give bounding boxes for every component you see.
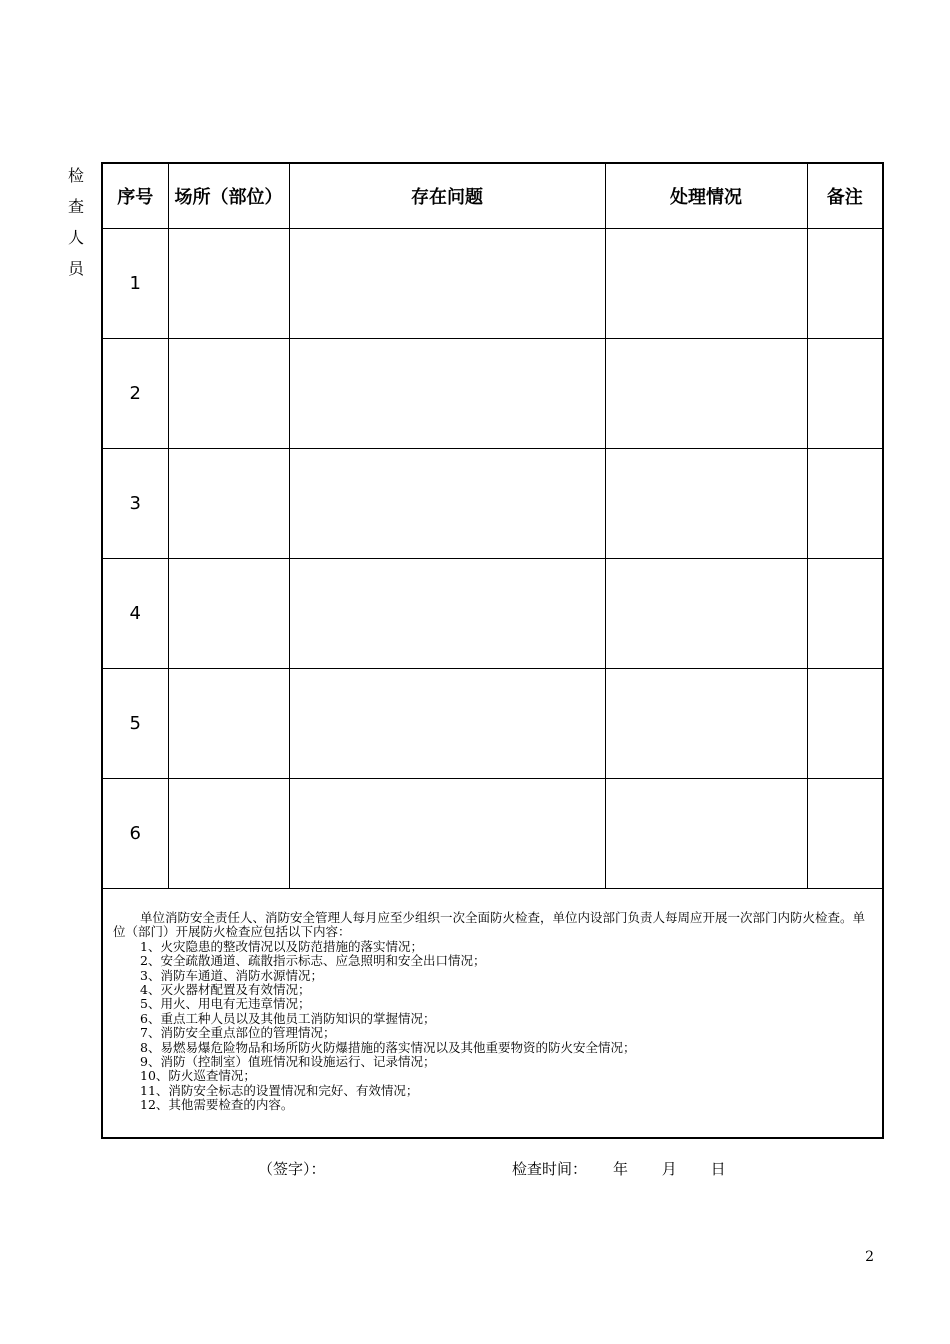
table-row bbox=[102, 559, 883, 669]
year-label: 年 bbox=[613, 1160, 629, 1178]
list-item: 9、消防（控制室）值班情况和设施运行、记录情况； bbox=[140, 1054, 436, 1070]
month-label: 月 bbox=[661, 1160, 677, 1178]
problem-cell[interactable] bbox=[289, 669, 605, 779]
row-number: 4 bbox=[102, 559, 168, 669]
inspector-label-char: 员 bbox=[67, 259, 84, 278]
handling-cell[interactable] bbox=[605, 339, 807, 449]
remarks-cell[interactable] bbox=[807, 669, 883, 779]
notes-list bbox=[113, 940, 872, 1113]
row-number: 1 bbox=[102, 229, 168, 339]
page-number: 2 bbox=[865, 1249, 874, 1265]
remarks-cell[interactable] bbox=[807, 339, 883, 449]
location-cell[interactable] bbox=[168, 229, 289, 339]
signature-label: （签字）： bbox=[258, 1160, 326, 1178]
table-row bbox=[102, 449, 883, 559]
list-item: 1、火灾隐患的整改情况以及防范措施的落实情况； bbox=[140, 938, 423, 954]
problem-cell[interactable] bbox=[289, 339, 605, 449]
list-item: 8、易燃易爆危险物品和场所防火防爆措施的落实情况以及其他重要物资的防火安全情况； bbox=[140, 1039, 636, 1055]
location-cell[interactable] bbox=[168, 669, 289, 779]
list-item: 4、灭火器材配置及有效情况； bbox=[140, 982, 311, 998]
remarks-cell[interactable] bbox=[807, 559, 883, 669]
day-label: 日 bbox=[710, 1160, 726, 1178]
handling-cell[interactable] bbox=[605, 559, 807, 669]
problem-cell[interactable] bbox=[289, 229, 605, 339]
col-header-handling: 处理情况 bbox=[605, 163, 807, 229]
list-item: 2、安全疏散通道、疏散指示标志、应急照明和安全出口情况； bbox=[140, 953, 486, 969]
table-row bbox=[102, 669, 883, 779]
list-item: 11、消防安全标志的设置情况和完好、有效情况； bbox=[140, 1082, 419, 1098]
table-row bbox=[102, 339, 883, 449]
remarks-cell[interactable] bbox=[807, 779, 883, 889]
handling-cell[interactable] bbox=[605, 229, 807, 339]
list-item: 5、用火、用电有无违章情况； bbox=[140, 996, 311, 1012]
inspector-label-char: 检 bbox=[67, 166, 84, 185]
col-header-remarks: 备注 bbox=[807, 163, 883, 229]
col-header-number: 序号 bbox=[102, 163, 168, 229]
remarks-cell[interactable] bbox=[807, 229, 883, 339]
problem-cell[interactable] bbox=[289, 779, 605, 889]
remarks-cell[interactable] bbox=[807, 449, 883, 559]
date-fields bbox=[613, 1158, 741, 1179]
header-row bbox=[102, 163, 883, 229]
location-cell[interactable] bbox=[168, 559, 289, 669]
location-cell[interactable] bbox=[168, 449, 289, 559]
list-item: 3、消防车通道、消防水源情况； bbox=[140, 967, 323, 983]
inspector-label-char: 人 bbox=[67, 228, 84, 247]
problem-cell[interactable] bbox=[289, 559, 605, 669]
handling-cell[interactable] bbox=[605, 669, 807, 779]
row-number: 5 bbox=[102, 669, 168, 779]
col-header-problems: 存在问题 bbox=[289, 163, 605, 229]
col-header-location: 场所（部位） bbox=[168, 163, 289, 229]
inspector-label-char: 查 bbox=[67, 197, 84, 216]
list-item: 6、重点工种人员以及其他员工消防知识的掌握情况； bbox=[140, 1010, 436, 1026]
handling-cell[interactable] bbox=[605, 449, 807, 559]
notes-row bbox=[102, 889, 883, 1139]
row-number: 6 bbox=[102, 779, 168, 889]
list-item: 7、消防安全重点部位的管理情况； bbox=[140, 1025, 336, 1041]
problem-cell[interactable] bbox=[289, 449, 605, 559]
notes-intro: 单位消防安全责任人、消防安全管理人每月应至少组织一次全面防火检查，单位内设部门负责人每周应开展一次部门内防火检查。单位（部门）开展防火检查应包括以下内容： bbox=[113, 910, 866, 940]
row-number: 3 bbox=[102, 449, 168, 559]
table-row bbox=[102, 779, 883, 889]
handling-cell[interactable] bbox=[605, 779, 807, 889]
inspection-table bbox=[101, 162, 884, 1139]
row-number: 2 bbox=[102, 339, 168, 449]
list-item: 10、防火巡查情况； bbox=[140, 1068, 256, 1084]
list-item: 12、其他需要检查的内容。 bbox=[140, 1097, 294, 1113]
location-cell[interactable] bbox=[168, 779, 289, 889]
inspector-label bbox=[63, 160, 89, 284]
location-cell[interactable] bbox=[168, 339, 289, 449]
inspection-notes bbox=[102, 889, 883, 1139]
table-row bbox=[102, 229, 883, 339]
inspection-time-label: 检查时间： bbox=[512, 1160, 588, 1178]
